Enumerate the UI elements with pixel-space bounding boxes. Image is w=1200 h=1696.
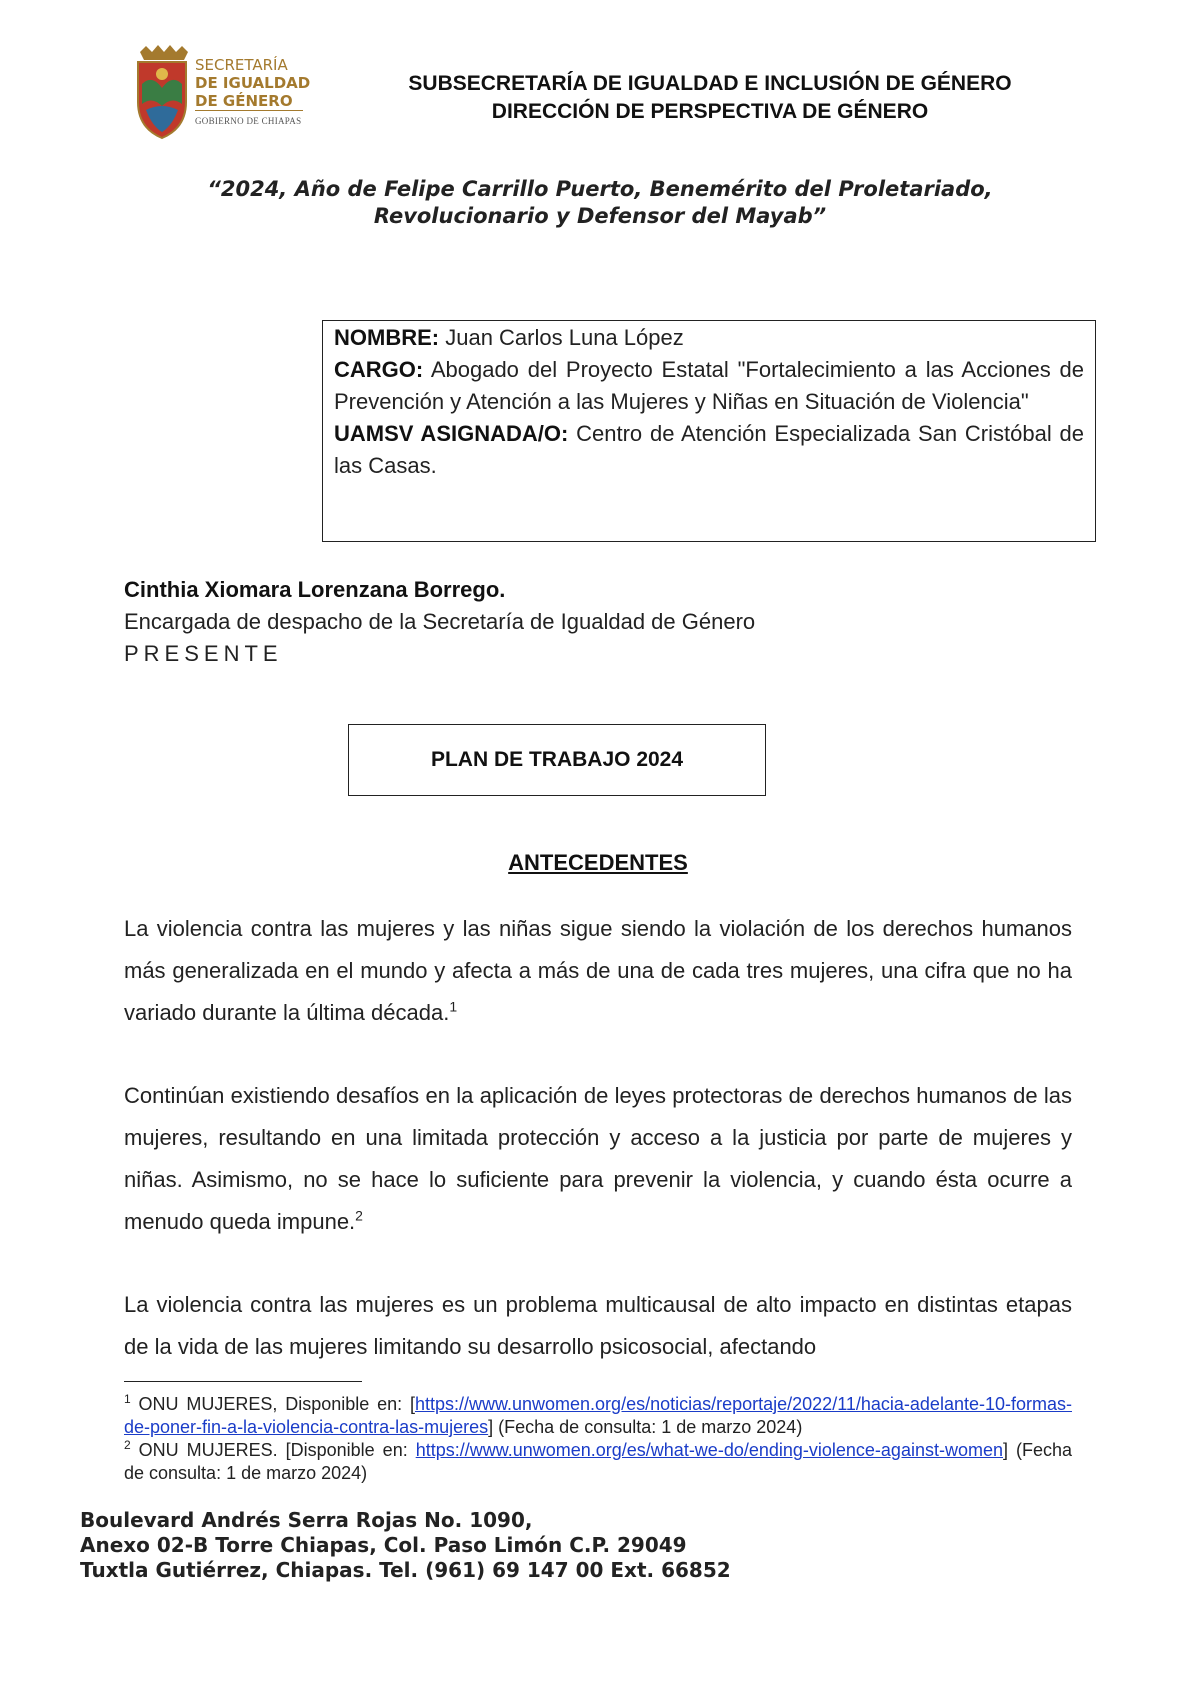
motto-line-1: “2024, Año de Felipe Carrillo Puerto, Benemérito del Proletariado, — [207, 177, 993, 201]
footnote-2-suffix: ] (Fecha de consulta: 1 de marzo 2024) — [124, 1440, 1072, 1483]
paragraph-3: La violencia contra las mujeres es un problema multicausal de alto impacto en distintas etapas de la vida de las mujeres limitando su desarrollo psicosocial, afectando — [124, 1292, 1072, 1359]
cargo-label: CARGO: — [334, 357, 424, 382]
document-header — [330, 70, 1090, 126]
logo-wordmark — [195, 56, 310, 110]
section-title: ANTECEDENTES — [508, 850, 688, 875]
addressee-name: Cinthia Xiomara Lorenzana Borrego. — [124, 577, 506, 602]
employee-info — [334, 322, 1084, 482]
motto-line-2: Revolucionario y Defensor del Mayab” — [373, 204, 827, 228]
presente-label: PRESENTE — [124, 641, 283, 666]
coat-of-arms-icon — [132, 44, 192, 140]
footnote-2-link[interactable]: https://www.unwomen.org/es/what-we-do/ending-violence-against-women — [415, 1440, 1003, 1460]
logo-line-3: DE GÉNERO — [195, 92, 293, 110]
footnote-2-num: 2 — [124, 1438, 131, 1452]
paragraph-1-text: La violencia contra las mujeres y las niñas sigue siendo la violación de los derechos humanos más generalizada en el mundo y afecta a más de una de cada tres mujeres, una cifra que no ha variado durante la última década. — [124, 916, 1072, 1025]
addressee-position: Encargada de despacho de la Secretaría de Igualdad de Género — [124, 609, 756, 634]
header-subsecretaria: SUBSECRETARÍA DE IGUALDAD E INCLUSIÓN DE GÉNERO — [408, 72, 1012, 95]
footnote-1-prefix: ONU MUJERES, Disponible en: [ — [130, 1394, 415, 1414]
footnote-1-suffix: ] (Fecha de consulta: 1 de marzo 2024) — [488, 1417, 803, 1437]
footnote-2-prefix: ONU MUJERES. [Disponible en: — [130, 1440, 416, 1460]
logo-divider — [195, 110, 303, 111]
footnotes — [124, 1393, 1072, 1485]
paragraph-2-text: Continúan existiendo desafíos en la aplicación de leyes protectoras de derechos humanos de las mujeres, resultando en una limitada protección y acceso a la justicia por parte de mujeres y niñas. Asimismo, no se hace lo suficiente para prevenir la violencia, y cuando ésta ocurre a menudo queda impune. — [124, 1083, 1072, 1234]
logo-line-2: DE IGUALDAD — [195, 74, 311, 92]
paragraph-2 — [124, 1075, 1072, 1243]
uamsv-value: Centro de Atención Especializada San Cristóbal de las Casas. — [334, 421, 1084, 478]
cargo-value: Abogado del Proyecto Estatal "Fortalecimiento a las Acciones de Prevención y Atención a las Mujeres y Niñas en Situación de Violencia" — [334, 357, 1084, 414]
uamsv-label: UAMSV ASIGNADA/O: — [334, 421, 569, 446]
footer-line-1: Boulevard Andrés Serra Rojas No. 1090, — [80, 1508, 533, 1532]
footer-address — [80, 1508, 731, 1583]
footnote-ref-1[interactable]: 1 — [449, 998, 458, 1015]
footnote-1-num: 1 — [124, 1392, 131, 1406]
footnote-1-link[interactable]: https://www.unwomen.org/es/noticias/reportaje/2022/11/hacia-adelante-10-formas-de-poner-fin-a-la-violencia-contra-las-mujeres — [124, 1394, 1072, 1437]
footnote-2 — [124, 1439, 1072, 1485]
logo-subline: GOBIERNO DE CHIAPAS — [195, 116, 302, 126]
logo-line-1: SECRETARÍA — [195, 56, 288, 74]
footnote-ref-2[interactable]: 2 — [355, 1207, 363, 1224]
footnote-separator — [124, 1381, 362, 1382]
header-direccion: DIRECCIÓN DE PERSPECTIVA DE GÉNERO — [491, 100, 929, 123]
info-name — [334, 322, 1084, 354]
plan-title-box — [348, 724, 766, 796]
year-motto — [130, 176, 1070, 230]
plan-title: PLAN DE TRABAJO 2024 — [430, 748, 684, 771]
name-label: NOMBRE: — [334, 325, 440, 350]
name-value: Juan Carlos Luna López — [439, 325, 684, 350]
footer-line-3: Tuxtla Gutiérrez, Chiapas. Tel. (961) 69 147 00 Ext. 66852 — [80, 1558, 731, 1582]
footer-line-2: Anexo 02-B Torre Chiapas, Col. Paso Limón C.P. 29049 — [80, 1533, 687, 1557]
footnote-1 — [124, 1393, 1072, 1439]
paragraph-1 — [124, 908, 1072, 1034]
info-uamsv — [334, 418, 1084, 482]
addressee-block — [124, 574, 755, 670]
info-cargo — [334, 354, 1084, 418]
